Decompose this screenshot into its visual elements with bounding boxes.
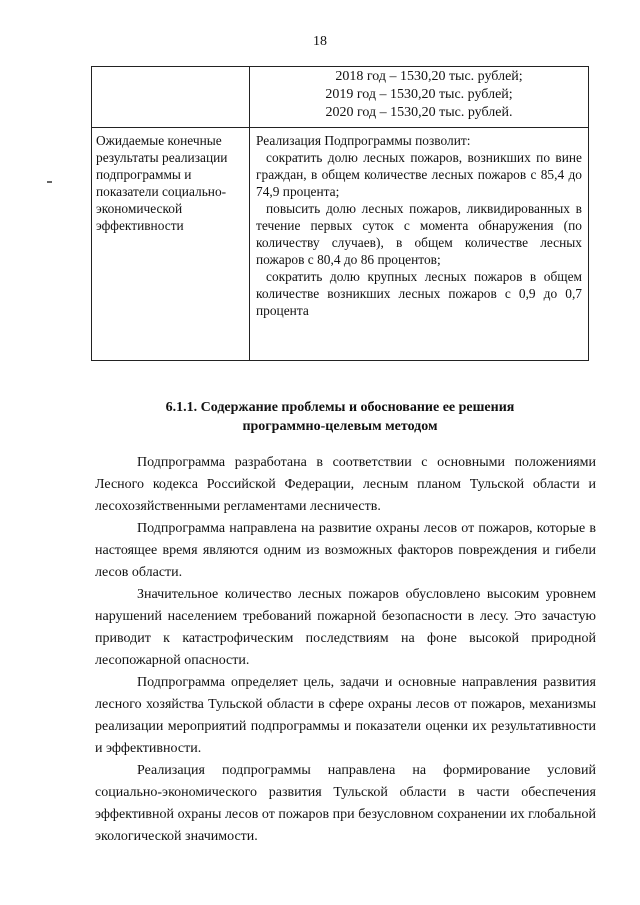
table-row-funding [92, 67, 589, 128]
label-line: показатели социально- [96, 184, 227, 199]
expected-results-label-cell [92, 128, 250, 361]
paragraph-text: Подпрограмма направлена на развитие охраны лесов от пожаров, которые в настоящее время являются одним из возможных факторов повреждения и гибели лесов области. [95, 521, 596, 580]
results-item: сократить долю крупных лесных пожаров в общем количестве возникших лесных пожаров с 0,9 до 0,7 процента [256, 269, 582, 318]
table-cell-empty [92, 67, 250, 128]
results-item: повысить долю лесных пожаров, ликвидированных в течение первых суток с момента обнаружения (по количеству случаев), в общем количестве лесных пожаров с 80,4 до 86 процентов; [256, 201, 582, 267]
paragraph-text: Значительное количество лесных пожаров обусловлено высоким уровнем нарушений населением требований пожарной безопасности в лесу. Это зачастую приводит к катастрофическим последствиям на фоне высокой природной лесопожарной опасности. [95, 587, 596, 668]
table-row-expected-results [92, 128, 589, 361]
paragraph [95, 672, 596, 760]
section-heading-line: программно-целевым методом [242, 419, 438, 434]
label-line: экономической [96, 201, 183, 216]
expected-results-content-cell [250, 128, 589, 361]
funding-by-year-cell [250, 67, 589, 128]
label-line: подпрограммы и [96, 167, 192, 182]
paragraph-text: Подпрограмма разработана в соответствии с основными положениями Лесного кодекса Российской Федерации, лесным планом Тульской области и лесохозяйственными регламентами лесничеств. [95, 455, 596, 514]
paragraph [95, 518, 596, 584]
paragraph [95, 760, 596, 848]
paragraph [95, 584, 596, 672]
label-line: результаты реализации [96, 150, 228, 165]
results-item: сократить долю лесных пожаров, возникших по вине граждан, в общем количестве лесных пожаров с 85,4 до 74,9 процента; [256, 150, 582, 199]
funding-line-2018: 2018 год – 1530,20 тыс. рублей; [335, 69, 523, 84]
page-number: 18 [313, 34, 327, 49]
margin-mark [47, 181, 52, 183]
label-line: эффективности [96, 218, 184, 233]
paragraph-text: Реализация подпрограммы направлена на формирование условий социально-экономического развития Тульской области в части обеспечения эффективной охраны лесов от пожаров при безусловном сохранении их глобальной экологической значимости. [95, 763, 596, 844]
funding-line-2019: 2019 год – 1530,20 тыс. рублей; [325, 87, 513, 102]
paragraph-text: Подпрограмма определяет цель, задачи и основные направления развития лесного хозяйства Тульской области в сфере охраны лесов от пожаров, механизмы реализации мероприятий подпрограммы и показатели оценки их результативности и эффективности. [95, 675, 596, 756]
results-intro: Реализация Подпрограммы позволит: [256, 133, 471, 148]
section-heading-line: 6.1.1. Содержание проблемы и обоснование ее решения [165, 400, 515, 415]
section-heading [120, 398, 560, 436]
program-info-table [91, 66, 589, 361]
paragraph [95, 452, 596, 518]
funding-line-2020: 2020 год – 1530,20 тыс. рублей. [325, 105, 513, 120]
label-line: Ожидаемые конечные [96, 133, 222, 148]
